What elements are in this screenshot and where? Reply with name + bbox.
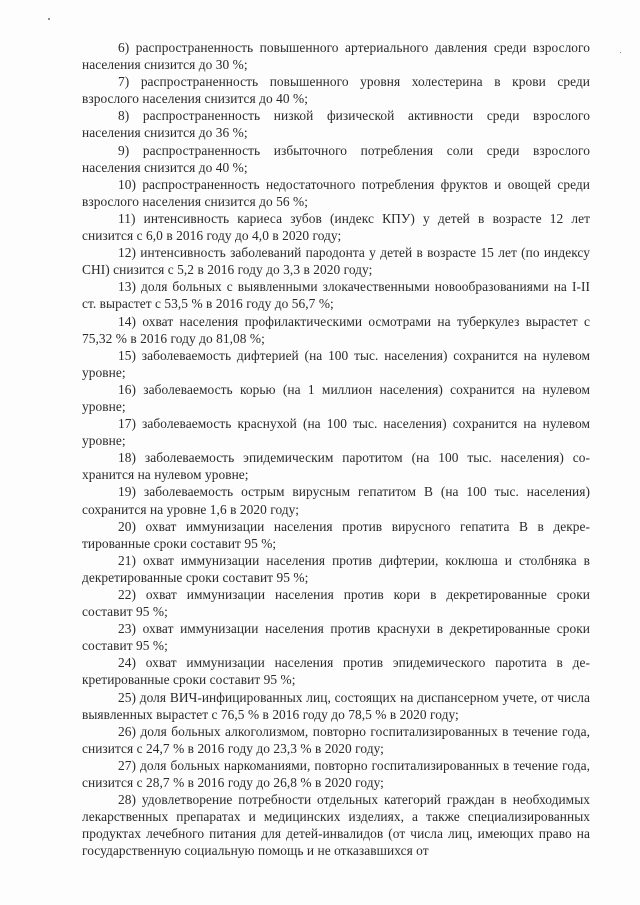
list-item-7: 7) распространенность повышенного уровня холестерина в крови среди взрослого населения снизится до 40 %;: [82, 74, 590, 107]
list-item-9: 9) распространенность избыточного потребления соли среди взрослого населения снизится до 40 %;: [82, 142, 590, 175]
list-item-27: 27) доля больных наркоманиями, повторно госпитализированных в течение года, снизится с 28,7 % в 2016 году до 26,8 % в 2020 году;: [82, 757, 590, 791]
scan-speck: [48, 18, 50, 20]
list-item-18: 18) заболеваемость эпидемическим паротитом (на 100 тыс. населения) сохранится на нулевом уровне;: [82, 450, 590, 483]
list-item-12: 12) интенсивность заболеваний пародонта у детей в возрасте 15 лет (по индексу CHI) снизится с 5,2 в 2016 году до 3,3 в 2020 году;: [82, 245, 590, 278]
list-item-16: 16) заболеваемость корью (на 1 миллион населения) сохранится на нулевом уровне;: [82, 381, 590, 414]
list-item-28: 28) удовлетворение потребности отдельных категорий граждан в необходимых лекарственных препаратах и медицинских изделиях, а также специализированных продуктах лечебного питания для детей-инвалидов (от числа лиц, имеющих право на государственную социальную помощь и не отказавшихся от: [82, 792, 590, 859]
list-item-6: 6) распространенность повышенного артериального давления среди взрослого населения снизится до 30 %;: [82, 40, 590, 73]
list-item-14: 14) охват населения профилактическими осмотрами на туберкулез вырастет с 75,32 % в 2016 году до 81,08 %;: [82, 313, 590, 346]
list-item-10: 10) распространенность недостаточного потребления фруктов и овощей среди взрослого населения снизится до 56 %;: [82, 176, 590, 209]
list-item-13: 13) доля больных с выявленными злокачественными новообразованиями на I-II ст. вырастет с 53,5 % в 2016 году до 56,7 %;: [82, 279, 590, 312]
list-item-15: 15) заболеваемость дифтерией (на 100 тыс. населения) сохранится на нулевом уровне;: [82, 347, 590, 380]
list-item-26: 26) доля больных алкоголизмом, повторно госпитализированных в течение года, снизится с 24,7 % в 2016 году до 23,3 % в 2020 году;: [82, 723, 590, 756]
list-item-19: 19) заболеваемость острым вирусным гепатитом В (на 100 тыс. населения) сохранится на уровне 1,6 в 2020 году;: [82, 484, 590, 517]
list-item-21: 21) охват иммунизации населения против дифтерии, коклюша и столбняка в декретированные сроки составит 95 %;: [82, 552, 590, 585]
scan-speck: [620, 52, 621, 53]
document-body: [82, 39, 590, 860]
list-item-23: 23) охват иммунизации населения против краснухи в декретированные сроки составит 95 %;: [82, 621, 590, 654]
list-item-22: 22) охват иммунизации населения против кори в декретированные сроки составит 95 %;: [82, 587, 590, 620]
list-item-24: 24) охват иммунизации населения против эпидемического паротита в декретированные сроки составит 95 %;: [82, 655, 590, 688]
list-item-25: 25) доля ВИЧ-инфицированных лиц, состоящих на диспансерном учете, от числа выявленных вырастет с 76,5 % в 2016 году до 78,5 % в 2020 году;: [82, 689, 590, 722]
list-item-8: 8) распространенность низкой физической активности среди взрослого населения снизится до 36 %;: [82, 108, 590, 141]
list-item-17: 17) заболеваемость краснухой (на 100 тыс. населения) сохранится на нулевом уровне;: [82, 416, 590, 449]
list-item-11: 11) интенсивность кариеса зубов (индекс КПУ) у детей в возрасте 12 лет снизится с 6,0 в 2016 году до 4,0 в 2020 году;: [82, 210, 590, 244]
list-item-20: 20) охват иммунизации населения против вирусного гепатита В в декретированные сроки составит 95 %;: [82, 518, 590, 551]
